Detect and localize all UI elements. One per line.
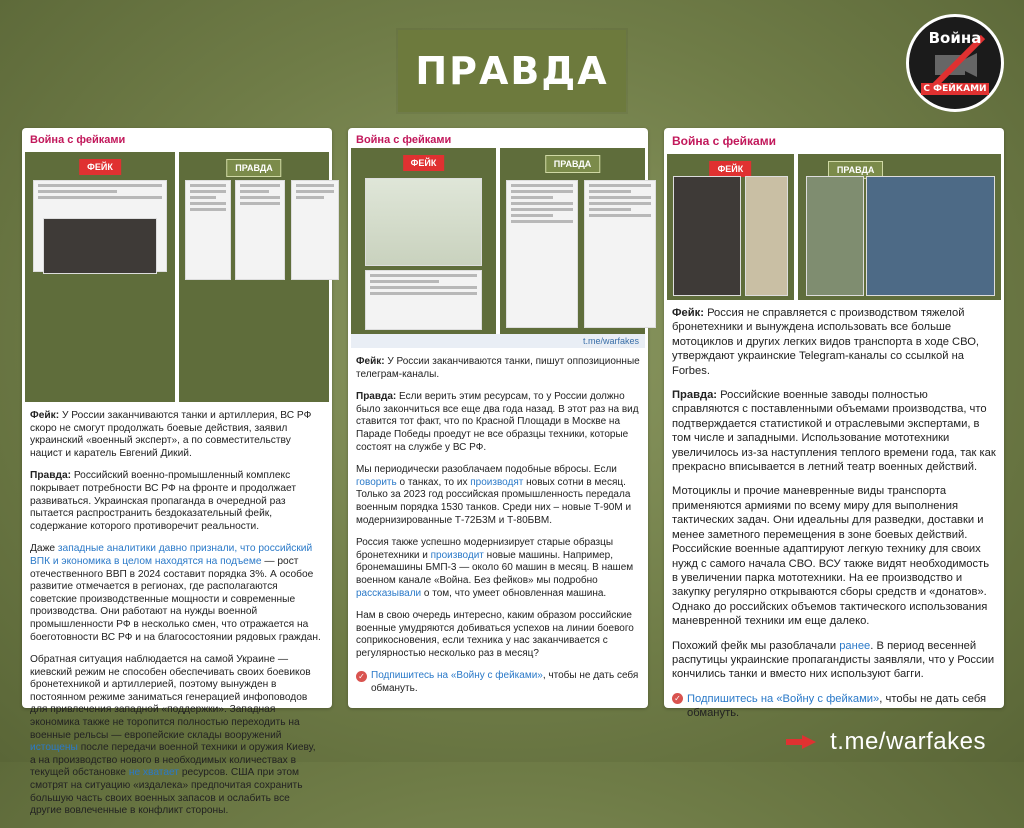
post-media[interactable] — [664, 154, 1004, 300]
article-screenshot — [185, 180, 231, 280]
footer-link[interactable]: t.me/warfakes — [830, 728, 986, 755]
source-link[interactable]: рассказывали — [356, 587, 422, 599]
truth-paragraph: Правда: Российские военные заводы полностью справляются с поставленными объемами производства, что подтверждается статистикой и отраслевыми экспертами, в том числе и западными. Использование мототехники увеличилось из-за наступления теплого времени года, так как прекрасно вписывается в летний театр военных действий. — [672, 389, 996, 474]
truth-screenshots — [500, 148, 645, 348]
fake-paragraph: Фейк: Россия не справляется с производством тяжелой бронетехники и вынуждена использовать все больше мотоциклов и других легких видов транспорта в ходе СВО, утверждают украинские Telegram-каналы со ссылкой на Forbes. — [672, 307, 980, 377]
truth-tag: ПРАВДА — [545, 155, 600, 173]
title-banner — [398, 30, 626, 112]
analysis-paragraph: Обратная ситуация наблюдается на самой Украине — киевский режим не способен обеспечивать своих боевиков бронетехникой и артиллерией, поэтому вынужден в постоянном режиме заниматься генерацией инфоповодов для привлечения западной «поддержки». Западная экономика также не торопится полностью переходить на военные рельсы — европейские склады вооружений истощены после передачи военной техники и оружия Киеву, а на производство нового в необходимых количествах в текущей обстановке не хватает ресурсов. США при этом смотрят на ситуацию «издалека» предпочитая сохранить большую часть своих военных запасов и ослабить все другие вовлеченные в конфликт стороны. — [30, 654, 316, 817]
article-screenshot — [291, 180, 339, 280]
subscribe-line: ✓ Подпишитесь на «Войну с фейками», чтобы не дать себя обмануть. — [356, 670, 640, 695]
analysis-paragraph: Похожий фейк мы разоблачали ранее. В период весенней распутицы украинские пропагандисты заявляли, что у России кончились танки и вместо них используют багги. — [672, 639, 995, 681]
article-screenshot — [235, 180, 285, 280]
truth-screenshots — [798, 154, 1001, 300]
truth-screenshots — [179, 152, 329, 402]
post-card-3 — [664, 128, 1004, 720]
arrow-right-icon — [786, 735, 816, 749]
channel-name[interactable]: Война с фейками — [30, 134, 126, 146]
footer — [786, 728, 986, 756]
post-card-2 — [348, 128, 648, 708]
post-text — [356, 356, 640, 706]
truth-tag: ПРАВДА — [828, 161, 883, 179]
truth-tag: ПРАВДА — [226, 159, 281, 177]
analysis-paragraph: Мотоциклы и прочие маневренные виды транспорта применяются армиями по всему миру для выполнения тактических задач. Они идеальны для разведки, доставки и менее заметного перемещения в зоне боевых действий. Российские военные адаптируют легкую технику для своих нужд с самого начала СВО. ВСУ также видят необходимость в увеличении парка мототехники. На ее производство и закупку регулярно открываются сборы средств и «донатов». Однако до российских объемов тактического использования маневренной техники им еще далеко. — [672, 485, 990, 628]
fake-tag: ФЕЙК — [79, 159, 121, 175]
fake-paragraph: Фейк: У России заканчиваются танки, пишут оппозиционные телеграм-каналы. — [356, 356, 640, 380]
source-link[interactable]: истощены — [30, 742, 78, 754]
truth-paragraph: Правда: Российский военно-промышленный комплекс покрывает потребности ВС РФ на фронте и продолжает развиваться. Украинская пропаганда в очередной раз пытается распространить бездоказательный фейк, содержание которого противоречит реальности. — [30, 470, 297, 532]
source-link[interactable]: западные аналитики давно признали, что российский ВПК и экономика в целом находятся на подъеме — [30, 543, 313, 567]
source-link[interactable]: ранее — [839, 639, 871, 652]
post-media[interactable] — [22, 152, 332, 402]
post-screenshot — [584, 180, 656, 328]
source-link[interactable]: не хватает — [128, 767, 179, 779]
subscribe-line: ✓ Подпишитесь на «Войну с фейками», чтобы не дать себя обмануть. — [672, 692, 996, 721]
fake-screenshot — [667, 154, 794, 300]
post-card-1 — [22, 128, 332, 817]
speaker-photo — [43, 218, 157, 274]
tank-infographic — [365, 178, 482, 266]
link-preview[interactable]: t.me/warfakes — [351, 334, 645, 348]
fake-tag: ФЕЙК — [403, 155, 445, 171]
channel-name[interactable]: Война с фейками — [672, 134, 776, 148]
post-media[interactable] — [348, 148, 648, 348]
closing-paragraph: Нам в свою очередь интересно, каким образом российские военные умудряются добиваться успехов на линии боевого соприкосновения, если техника у нас заканчивается с регулярностью несколько раз в месяц? — [356, 610, 634, 659]
fake-screenshot — [351, 148, 496, 348]
news-photo — [745, 176, 788, 296]
check-icon: ✓ — [356, 671, 367, 682]
post-screenshot — [365, 270, 482, 330]
news-photo — [866, 176, 995, 296]
source-link[interactable]: производит — [430, 549, 484, 561]
post-text — [30, 410, 324, 828]
fake-paragraph: Фейк: У России заканчиваются танки и артиллерия, ВС РФ скоро не смогут продолжать боевые действия, заявил украинский «военный эксперт», а по совместительству нацист и каратель Евгений Дикий. — [30, 410, 312, 459]
truth-paragraph: Правда: Если верить этим ресурсам, то у России должно было закончиться все еще два года назад. В этот раз на вид ставится тот факт, что по Красной Площади в Москве на Параде Победы проедут не все образцы техники, которые состоят на службе у ВС РФ. — [356, 391, 639, 453]
source-link[interactable]: говорить — [356, 476, 397, 488]
news-screenshot — [673, 176, 741, 296]
news-photo — [806, 176, 864, 296]
fake-tag: ФЕЙК — [710, 161, 752, 177]
channel-name[interactable]: Война с фейками — [356, 134, 452, 146]
check-icon: ✓ — [672, 693, 683, 704]
subscribe-link[interactable]: Подпишитесь на «Войну с фейками» — [687, 692, 880, 705]
logo-bottom-text: С ФЕЙКАМИ — [921, 83, 989, 95]
analysis-paragraph: Россия также успешно модернизирует старые образцы бронетехники и производит новые машины. Например, бронемашины БМП-3 — около 60 машин в месяц. В нашем военном канале «Война. Без фейков» мы подробно рассказывали о том, что умеет обновленная машина. — [356, 537, 634, 599]
analysis-paragraph: Мы периодически разоблачаем подобные вбросы. Если говорить о танках, то их производят новых сотни в месяц. Только за 2023 год российская промышленность передала военным порядка 1530 танков. Среди них – новые Т-90М и модернизированные Т-72Б3М и Т-80БВМ. — [356, 464, 632, 526]
logo-top-text: Война — [928, 29, 982, 47]
fake-screenshot — [25, 152, 175, 402]
page-title: ПРАВДА — [415, 49, 609, 93]
post-text — [672, 306, 996, 731]
channel-logo — [906, 14, 1004, 112]
source-link[interactable]: производят — [470, 476, 524, 488]
subscribe-link[interactable]: Подпишитесь на «Войну с фейками» — [371, 670, 543, 682]
analysis-paragraph: Даже западные аналитики давно признали, что российский ВПК и экономика в целом находятся на подъеме — рост отечественного ВВП в 2024 составит порядка 3%. А особое развитие отмечается в регионах, где располагаются советские производственные мощности и современные производства. Они работают на нужды военной промышленности РФ в несколько смен, что отражается на боеготовности ВС РФ и на благосостоянии рядовых граждан. — [30, 543, 321, 643]
post-screenshot — [506, 180, 578, 328]
